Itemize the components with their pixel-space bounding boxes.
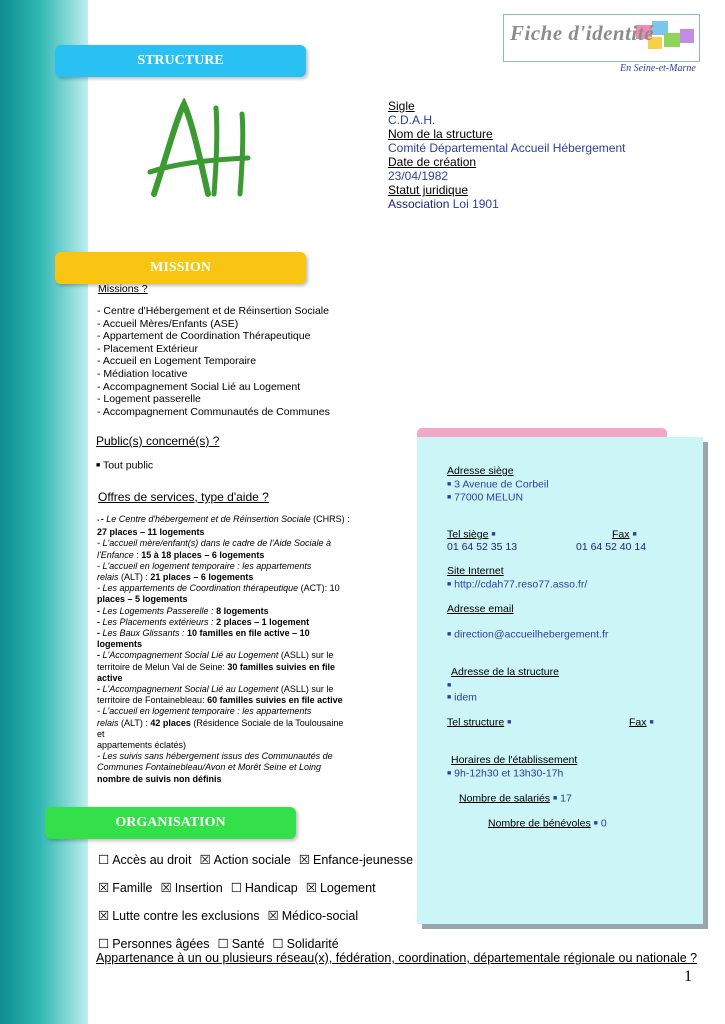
offres-label: Offres de services, type d'aide ? <box>98 490 269 504</box>
tel-value: 01 64 52 35 13 <box>447 541 518 553</box>
checkbox-label: Médico-social <box>281 909 359 923</box>
checkbox-option[interactable] <box>306 881 376 895</box>
appartenance-question: Appartenance à un ou plusieurs réseau(x), fédération, coordination, départementale régionale ou nationale ? <box>96 951 698 965</box>
offre-line: territoire de Fontainebleau: 60 familles suivies en file active <box>97 695 343 706</box>
checkbox-option[interactable] <box>199 853 290 867</box>
offre-line: - Les Baux Glissants : 10 familles en file active – 10 <box>97 628 310 639</box>
email-label: Adresse email <box>447 603 514 615</box>
benevoles: Nombre de bénévoles ■ 0 <box>488 817 607 830</box>
checkbox-label: Action sociale <box>213 853 291 867</box>
statut-label: Statut juridique <box>388 183 469 197</box>
offre-line: places – 5 logements <box>97 594 188 605</box>
adresse-structure-value: ■ idem <box>447 691 477 704</box>
checkbox-option[interactable] <box>272 937 338 951</box>
checkbox-row <box>98 881 384 895</box>
offre-line: 27 places – 11 logements <box>97 527 205 538</box>
mission-item: - Appartement de Coordination Thérapeutique <box>97 330 311 343</box>
empty-box-icon[interactable]: ☐ <box>230 881 242 895</box>
fiche-identite-logo <box>503 14 700 62</box>
offre-line: - L'accueil en logement temporaire : les appartements <box>97 706 312 717</box>
checkbox-label: Famille <box>112 881 153 895</box>
structure-section-header: STRUCTURE <box>55 45 306 77</box>
checked-box-icon[interactable]: ☒ <box>98 881 110 895</box>
tel-structure <box>447 716 511 729</box>
checkbox-label: Lutte contre les exclusions <box>112 909 260 923</box>
organisation-section-header: ORGANISATION <box>45 807 296 839</box>
email-value[interactable]: ■ direction@accueilhebergement.fr <box>447 628 609 641</box>
adresse-structure-label: Adresse de la structure <box>451 666 559 678</box>
checked-box-icon[interactable]: ☒ <box>98 909 110 923</box>
offre-line: relais (ALT) : 21 places – 6 logements <box>97 572 254 583</box>
offre-line: logements <box>97 639 143 650</box>
checked-box-icon[interactable]: ☒ <box>305 881 317 895</box>
ah-logo <box>144 98 254 200</box>
site-label: Site Internet <box>447 565 504 577</box>
checked-box-icon[interactable]: ☒ <box>160 881 172 895</box>
adresse-siege-label: Adresse siège <box>447 465 514 477</box>
offre-line: et <box>97 728 105 739</box>
checked-box-icon[interactable]: ☒ <box>298 853 310 867</box>
public-value: ■ Tout public <box>96 459 154 472</box>
mission-item: - Placement Extérieur <box>97 342 198 355</box>
checked-box-icon[interactable]: ☒ <box>267 909 279 923</box>
tel-fax-labels <box>447 528 697 541</box>
public-label: Public(s) concerné(s) ? <box>96 434 220 448</box>
contact-box <box>417 437 703 924</box>
statut-value: Association Loi 1901 <box>388 197 499 211</box>
mission-section-header: MISSION <box>55 252 306 284</box>
offre-line: - L'accueil mère/enfant(s) dans le cadre de l'Aide Sociale à <box>97 538 332 549</box>
checkbox-row <box>98 909 366 923</box>
mission-item: - Logement passerelle <box>97 393 201 406</box>
checkbox-label: Enfance-jeunesse <box>313 853 414 867</box>
offre-line: - Les suivis sans hébergement issus des Communautés de <box>97 751 333 762</box>
checkbox-label: Insertion <box>174 881 223 895</box>
offre-line: territoire de Melun Val de Seine: 30 familles suivies en file <box>97 661 335 672</box>
bullet-icon: ■ <box>447 682 452 689</box>
bullet-icon: ■ <box>649 719 654 726</box>
mission-item: - Accompagnement Social Lié au Logement <box>97 380 301 393</box>
checkbox-label: Personnes âgées <box>112 937 210 951</box>
mission-item: - Accompagnement Communautés de Communes <box>97 405 330 418</box>
fax-label: Fax <box>612 528 630 541</box>
left-color-bar <box>0 0 88 1024</box>
date-value: 23/04/1982 <box>388 169 449 183</box>
empty-box-icon[interactable]: ☐ <box>98 853 110 867</box>
offre-line: - Les Placements extérieurs : 2 places – 1 logement <box>97 616 310 627</box>
bullet-icon: ■ <box>491 531 496 538</box>
offre-line: - L'accueil en logement temporaire : les appartements <box>97 560 312 571</box>
offre-line: - L'Accompagnement Social Lié au Logement (ASLL) sur le <box>97 650 334 661</box>
mission-item: - Médiation locative <box>97 367 188 380</box>
empty-box-icon[interactable]: ☐ <box>272 937 284 951</box>
sigle-value: C.D.A.H. <box>388 113 436 127</box>
tel-structure-label: Tel structure <box>447 716 505 729</box>
offre-line: - L'Accompagnement Social Lié au Logement (ASLL) sur le <box>97 684 334 695</box>
checkbox-row <box>98 853 421 867</box>
offre-line: active <box>97 672 123 683</box>
offres-list <box>97 514 397 785</box>
empty-box-icon[interactable]: ☐ <box>217 937 229 951</box>
offre-line: appartements éclatés) <box>97 740 187 751</box>
checkbox-label: Logement <box>319 881 376 895</box>
mission-item: - Centre d'Hébergement et de Réinsertion Sociale <box>97 305 329 317</box>
fax-structure <box>629 716 654 729</box>
checkbox-option[interactable] <box>268 909 359 923</box>
checkbox-option[interactable] <box>231 881 298 895</box>
checked-box-icon[interactable]: ☒ <box>199 853 211 867</box>
horaires-label: Horaires de l'établissement <box>451 754 578 766</box>
offre-line: relais (ALT) : 42 places (Résidence Sociale de la Toulousaine <box>97 717 344 728</box>
contact-details <box>447 465 697 505</box>
adresse-line2: ■ 77000 MELUN <box>447 491 524 504</box>
nom-value: Comité Départemental Accueil Hébergement <box>388 141 626 155</box>
mission-item: - Accueil Mères/Enfants (ASE) <box>97 317 239 330</box>
bullet-icon: ■ <box>96 462 101 469</box>
checkbox-label: Solidarité <box>286 937 339 951</box>
logo-title: Fiche d'identité <box>510 21 654 45</box>
offre-line: l'Enfance : 15 à 18 places – 6 logements <box>97 549 265 560</box>
checkbox-row <box>98 937 347 951</box>
checkbox-option[interactable] <box>98 937 210 951</box>
missions-label: Missions ? <box>98 283 148 295</box>
checkbox-label: Santé <box>231 937 265 951</box>
offre-line: Communes Fontainebleau/Avon et Morêt Seine et Loing <box>97 762 321 773</box>
missions-list <box>97 305 397 418</box>
checkbox-label: Handicap <box>244 881 298 895</box>
checkbox-option[interactable] <box>299 853 413 867</box>
offre-line: - Les Logements Passerelle : 8 logements <box>97 605 269 616</box>
fax-value: 01 64 52 40 14 <box>576 541 647 553</box>
bullet-icon: ■ <box>507 719 512 726</box>
offre-line: nombre de suivis non définis <box>97 773 222 784</box>
nom-label: Nom de la structure <box>388 127 493 141</box>
bullet-icon: ■ <box>632 531 637 538</box>
fax-structure-label: Fax <box>629 716 647 729</box>
checkbox-option[interactable] <box>98 881 153 895</box>
structure-details <box>388 99 708 211</box>
checkbox-label: Accès au droit <box>112 853 192 867</box>
sigle-label: Sigle <box>388 99 415 113</box>
date-label: Date de création <box>388 155 477 169</box>
offre-line: ▪ - Le Centre d'hébergement et de Réinsertion Sociale (CHRS) : <box>97 514 350 524</box>
empty-box-icon[interactable]: ☐ <box>98 937 110 951</box>
checkbox-option[interactable] <box>98 909 260 923</box>
tel-siege-label: Tel siège <box>447 528 489 541</box>
logo-subtitle: En Seine-et-Marne <box>620 63 696 74</box>
mission-item: - Accueil en Logement Temporaire <box>97 355 257 368</box>
salaries: Nombre de salariés ■ 17 <box>459 792 572 805</box>
offre-line: - Les appartements de Coordination thérapeutique (ACT): 10 <box>97 583 340 594</box>
checkbox-option[interactable] <box>218 937 265 951</box>
page-number: 1 <box>684 968 692 985</box>
site-value[interactable]: ■ http://cdah77.reso77.asso.fr/ <box>447 578 588 591</box>
checkbox-option[interactable] <box>98 853 191 867</box>
adresse-line1: ■ 3 Avenue de Corbeil <box>447 478 549 491</box>
checkbox-option[interactable] <box>161 881 223 895</box>
horaires-value: ■ 9h-12h30 et 13h30-17h <box>447 767 564 780</box>
